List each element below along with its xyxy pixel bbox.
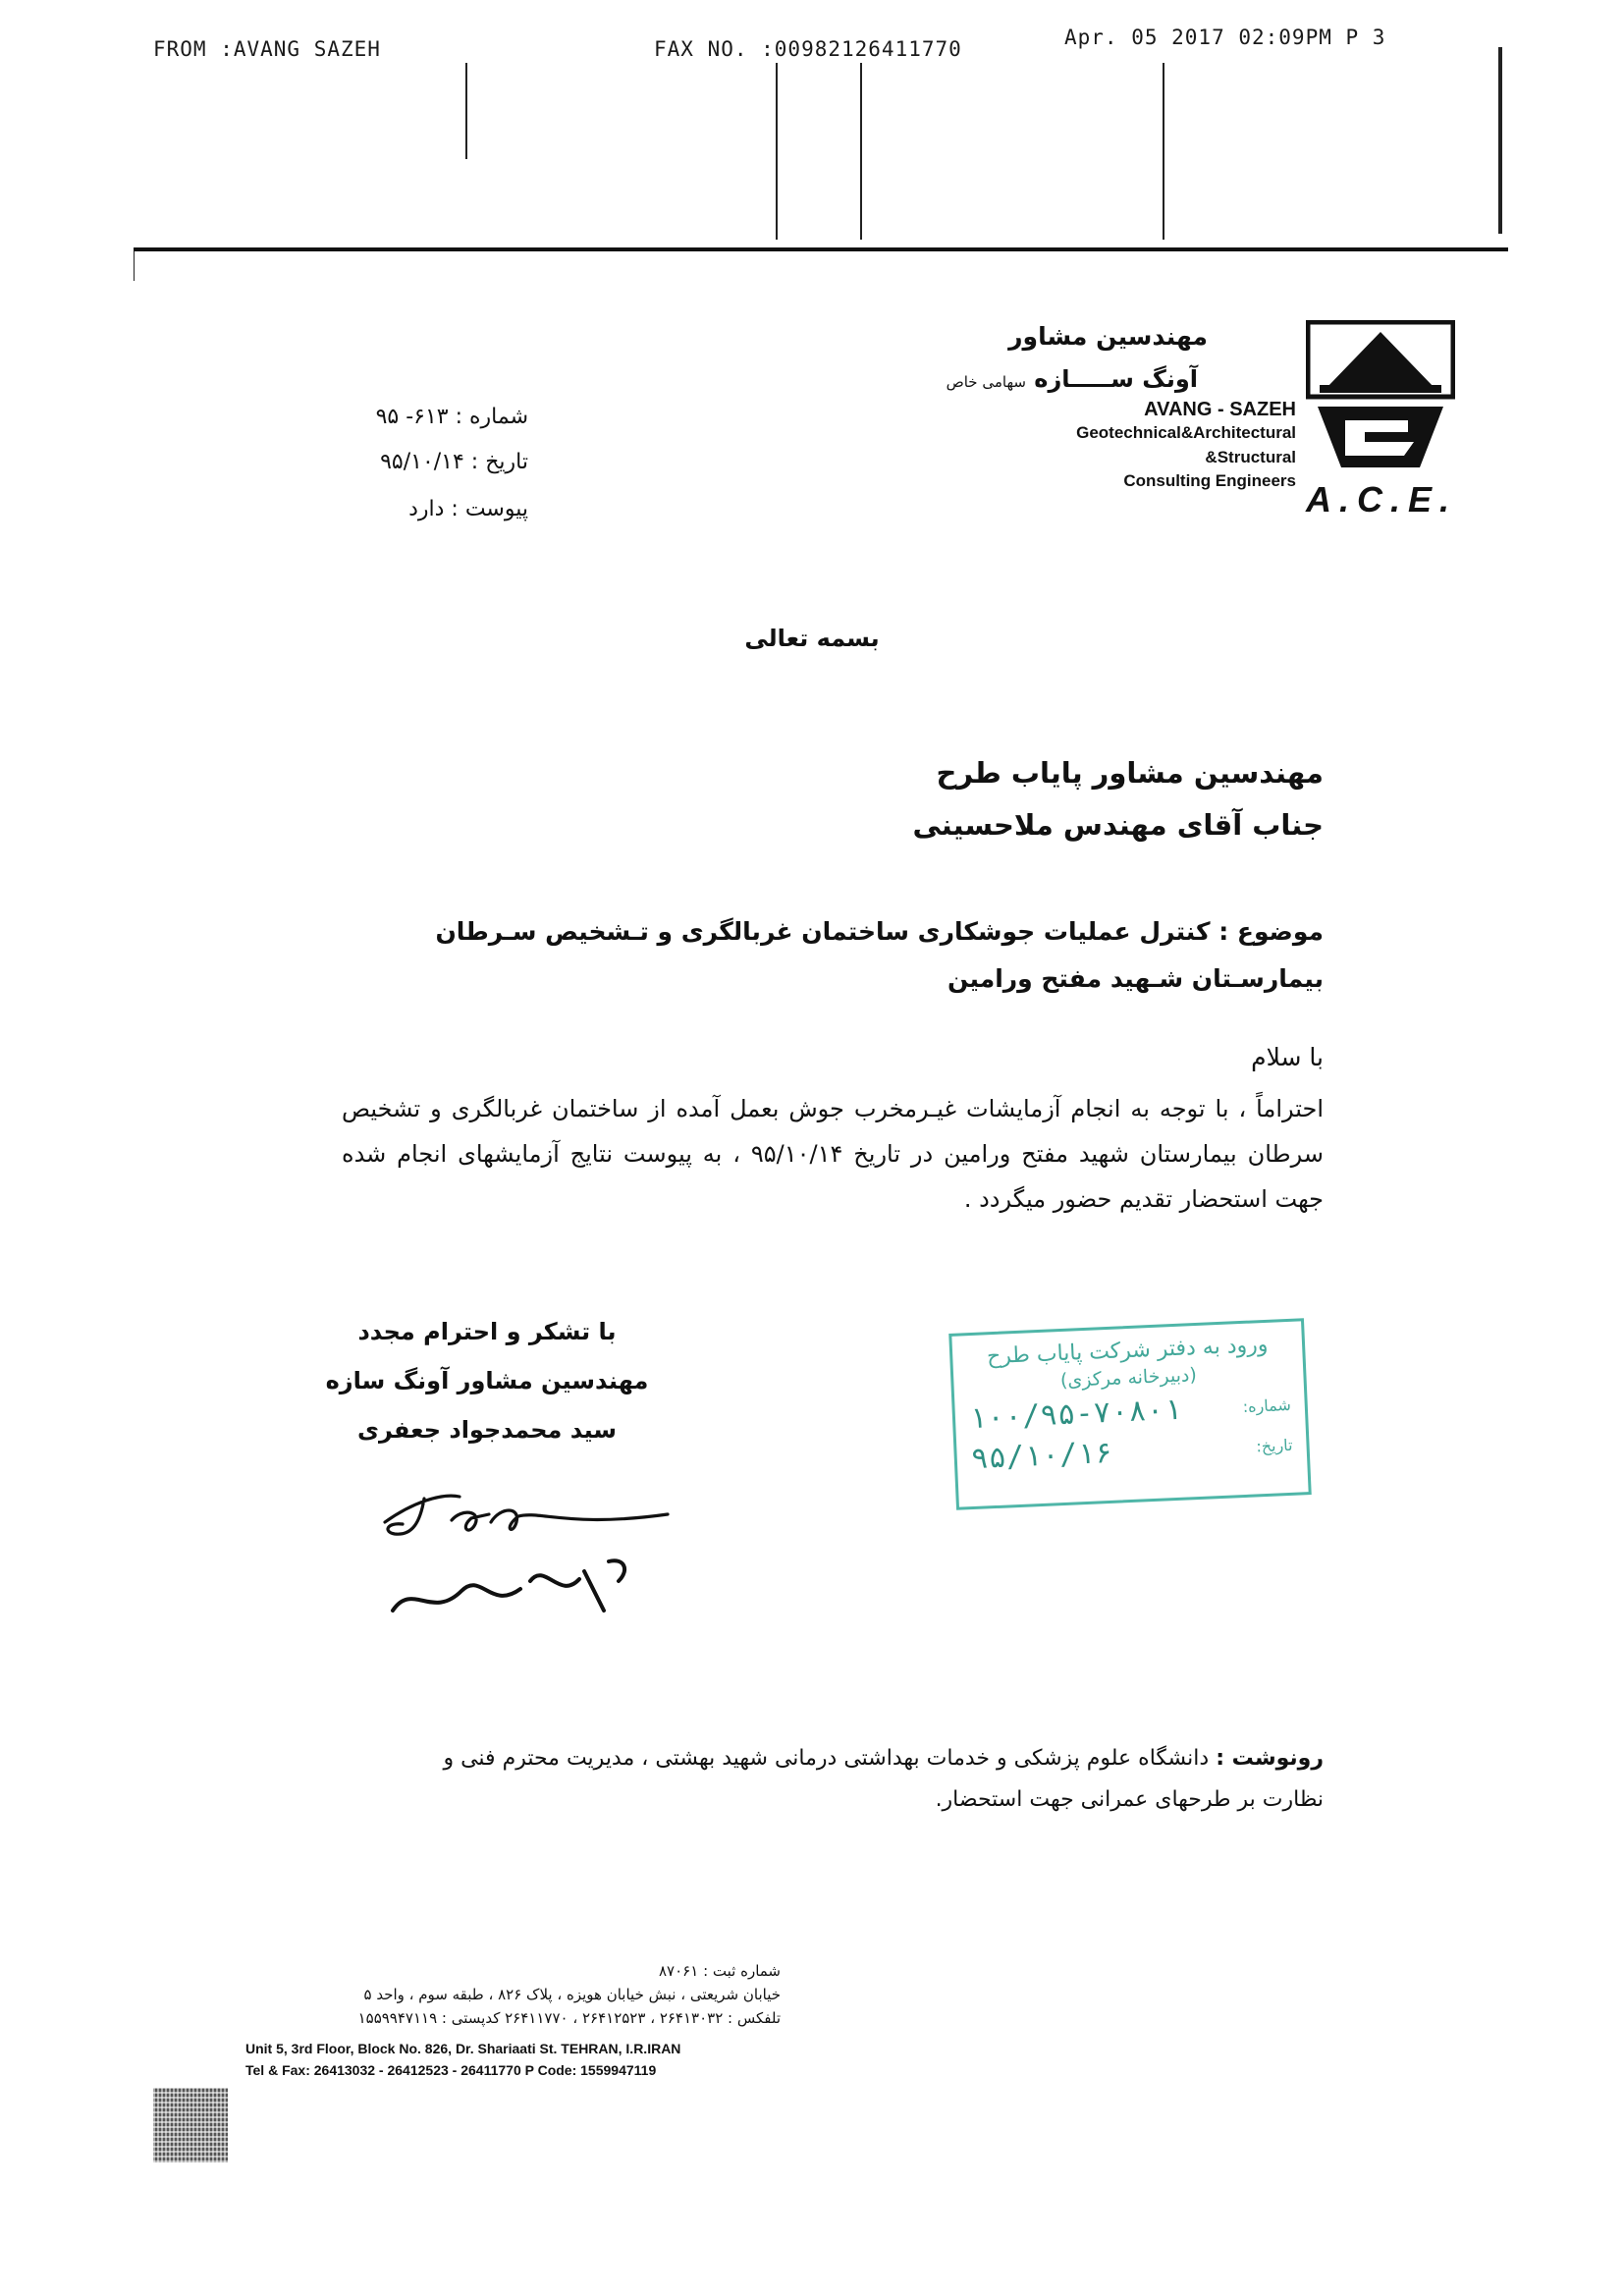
fax-divider <box>860 63 862 240</box>
logo-fa-line2 <box>947 365 1198 393</box>
fax-divider <box>776 63 778 240</box>
letter-attachment: پیوست : دارد <box>408 497 528 521</box>
fax-number: FAX NO. :00982126411770 <box>654 37 962 61</box>
letter-body: احتراماً ، با توجه به انجام آزمایشات غیـرمخرب جوش بعمل آمده از ساختمان غربالگری و تشخیص سرطان بیمارستان شهید مفتح ورامین در تاریخ ۹۵/۱۰/۱۴ ، به پیوست نتایج آزمایشهای انجام شده جهت استحضار تقدیم حضور میگردد . <box>342 1095 1324 1213</box>
cc-text: دانشگاه علوم پزشکی و خدمات بهداشتی درمانی شهید بهشتی ، مدیریت محترم فنی و نظارت بر طرحهای عمرانی جهت استحضار. <box>443 1746 1324 1812</box>
carbon-copy <box>381 1738 1324 1821</box>
fax-divider <box>1498 47 1502 234</box>
letter-subject: موضوع : کنترل عملیات جوشکاری ساختمان غربالگری و تـشخیص سـرطان بیمارسـتان شـهید مفتح ورامین <box>435 917 1324 993</box>
logo-abbreviation: A.C.E. <box>1306 479 1458 519</box>
footer-phone-fa: تلفکس : ۲۶۴۱۳۰۳۲ ، ۲۶۴۱۲۵۲۳ ، ۲۶۴۱۱۷۷۰ کدپستی : ۱۵۵۹۹۴۷۱۱۹ <box>357 2009 781 2027</box>
company-logo-icon <box>1306 320 1455 469</box>
letter-heading: بسمه تعالی <box>744 625 880 652</box>
stamp-number: ۱۰۰/۹۵-۷۰۸۰۱ <box>968 1392 1183 1437</box>
received-stamp <box>948 1318 1312 1510</box>
signatory-name: سید محمدجواد جعفری <box>356 1416 617 1444</box>
fax-divider <box>465 63 467 159</box>
margin-mark <box>134 251 135 281</box>
stamp-subtitle: (دبیرخانه مرکزی) <box>1059 1364 1198 1393</box>
logo-en-name: AVANG - SAZEH <box>1144 399 1296 420</box>
logo-fa-line1: مهندسین مشاور <box>1008 322 1208 351</box>
greeting: با سلام <box>1251 1043 1324 1071</box>
addressee-person: جناب آقای مهندس ملاحسینی <box>912 808 1324 842</box>
stamp-date-label: تاریخ: <box>1255 1435 1293 1456</box>
logo-en-line2: &Structural <box>1205 448 1296 466</box>
signature-icon <box>373 1463 687 1640</box>
logo-fa-name: آونگ ســـــازه <box>1034 365 1198 393</box>
addressee-company: مهندسین مشاور پایاب طرح <box>936 756 1324 790</box>
logo-fa-suffix: سهامی خاص <box>946 373 1026 391</box>
footer-address-en: Unit 5, 3rd Floor, Block No. 826, Dr. Shariaati St. TEHRAN, I.R.IRAN <box>245 2041 681 2056</box>
letter-date: تاریخ : ۹۵/۱۰/۱۴ <box>380 450 528 474</box>
header-rule <box>134 247 1508 251</box>
footer-registration: شماره ثبت : ۸۷۰۶۱ <box>659 1962 781 1980</box>
fax-divider <box>1163 63 1164 240</box>
stamp-number-label: شماره: <box>1242 1394 1292 1416</box>
footer-address-fa: خیابان شریعتی ، نبش خیابان هویزه ، پلاک ۸۲۶ ، طبقه سوم ، واحد ۵ <box>363 1986 781 2003</box>
letter-number: شماره : ۶۱۳- ۹۵ <box>375 405 528 429</box>
fax-date-page: Apr. 05 2017 02:09PM P 3 <box>1064 26 1386 49</box>
logo-en-line1: Geotechnical&Architectural <box>1076 423 1296 442</box>
fax-from: FROM :AVANG SAZEH <box>153 37 381 61</box>
closing-company: مهندسین مشاور آونگ سازه <box>325 1367 649 1394</box>
logo-en-line3: Consulting Engineers <box>1123 471 1296 490</box>
qr-code-icon <box>153 2088 228 2162</box>
closing-line1: با تشکر و احترام مجدد <box>357 1318 617 1345</box>
stamp-title: ورود به دفتر شرکت پایاب طرح <box>986 1332 1269 1370</box>
footer-phone-en: Tel & Fax: 26413032 - 26412523 - 26411770 P Code: 1559947119 <box>245 2062 657 2078</box>
cc-label: رونوشت : <box>1216 1746 1324 1771</box>
stamp-date: ۹۵/۱۰/۱۶ <box>970 1435 1113 1477</box>
